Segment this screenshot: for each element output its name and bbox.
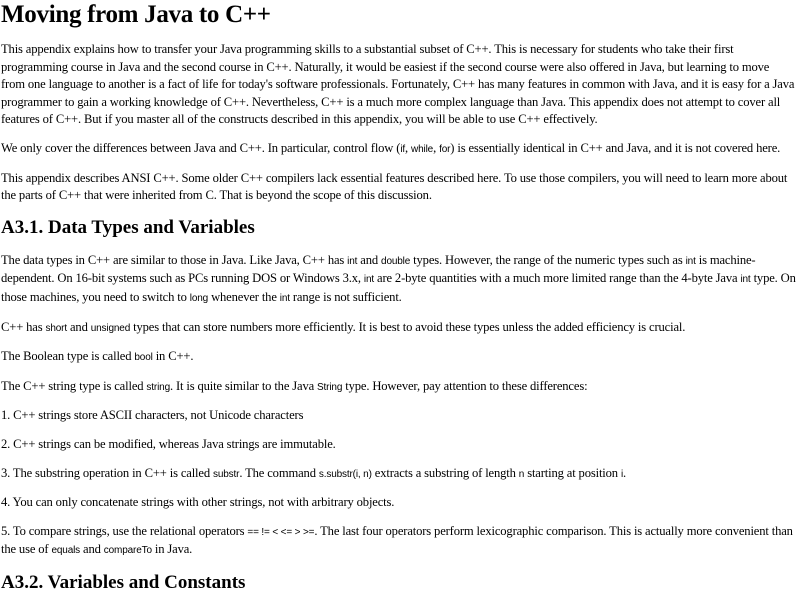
paragraph bbox=[1, 523, 796, 560]
paragraph bbox=[1, 252, 796, 308]
inline-code: n bbox=[518, 468, 525, 480]
paragraph bbox=[1, 494, 796, 512]
section-heading: A3.1. Data Types and Variables bbox=[1, 216, 255, 238]
text-run: . bbox=[623, 465, 627, 480]
inline-code: double bbox=[381, 255, 411, 267]
text-run: . The last four operators perform lexicographic comparison. This is actually more convenient than the use of bbox=[1, 523, 793, 557]
text-run: in C++. bbox=[152, 349, 194, 364]
text-run: The Boolean type is called bbox=[1, 349, 135, 364]
text-run: 3. The substring operation in C++ is called bbox=[1, 465, 213, 480]
text-run: range is not sufficient. bbox=[289, 289, 402, 304]
paragraph bbox=[1, 170, 796, 205]
text-run: C++ has bbox=[1, 319, 46, 334]
text-run: . The command bbox=[239, 465, 319, 480]
inline-code: int bbox=[740, 274, 751, 286]
inline-code: int bbox=[363, 274, 374, 286]
text-run: whenever the bbox=[208, 289, 280, 304]
text-run: This appendix explains how to transfer your Java programming skills to a substantial subset of C++. This is necessary for students who take their first programming course in Java and the second course in C++. Naturally, it would be easiest if the second course were also offered in Java, but learning to move from one language to another is a fact of life for today's software professionals. Fortunately, C++ has many features in common with Java, and it is easy for a Java programmer to gain a working knowledge of C++. Nevertheless, C++ is a much more complex language than Java. This appendix does not attempt to cover all features of C++. But if you master all of the constructs described in this appendix, you will be able to use C++ effectively. bbox=[1, 42, 795, 127]
paragraph bbox=[1, 41, 796, 129]
text-run: starting at position bbox=[524, 465, 621, 480]
inline-code: string bbox=[146, 381, 170, 393]
inline-code: int bbox=[279, 292, 290, 304]
inline-code: int bbox=[685, 255, 696, 267]
text-run: This appendix describes ANSI C++. Some older C++ compilers lack essential features described here. To use those compilers, you will need to learn more about the parts of C++ that were inherited from C. That is beyond the scope of this discussion. bbox=[1, 170, 788, 203]
text-run: ) is essentially identical in C++ and Java, and it is not covered here. bbox=[450, 140, 781, 155]
inline-code: == != < <= > >= bbox=[247, 526, 315, 538]
inline-code: short bbox=[45, 322, 67, 334]
inline-code: long bbox=[189, 292, 209, 304]
text-run: in Java. bbox=[151, 542, 193, 557]
document-body bbox=[1, 41, 796, 595]
section-heading: A3.2. Variables and Constants bbox=[1, 571, 246, 593]
paragraph bbox=[1, 348, 796, 367]
text-run: types that can store numbers more efficiently. It is best to avoid these types unless the added efficiency is crucial. bbox=[130, 319, 686, 334]
text-run: We only cover the differences between Java and C++. In particular, control flow ( bbox=[1, 140, 401, 155]
inline-code: s.substr(i, n) bbox=[318, 468, 372, 480]
text-run: is machine-dependent. On 16-bit systems such as PCs running DOS or Windows 3.x, bbox=[1, 252, 756, 286]
paragraph bbox=[1, 319, 796, 338]
inline-code: equals bbox=[51, 545, 81, 557]
inline-code: substr bbox=[213, 468, 240, 480]
inline-code: bool bbox=[134, 352, 153, 364]
paragraph bbox=[1, 140, 796, 159]
inline-code: while bbox=[411, 143, 434, 155]
text-run: type. However, pay attention to these differences: bbox=[342, 378, 588, 393]
text-run: and bbox=[80, 542, 104, 557]
inline-code: String bbox=[317, 381, 343, 393]
inline-code: int bbox=[347, 255, 358, 267]
inline-code: if bbox=[400, 143, 406, 155]
text-run: . It is quite similar to the Java bbox=[169, 378, 318, 393]
text-run: , bbox=[405, 140, 412, 155]
text-run: type. On those machines, you need to switch to bbox=[1, 271, 796, 304]
text-run: 2. C++ strings can be modified, whereas Java strings are immutable. bbox=[1, 436, 336, 451]
text-run: and bbox=[66, 319, 91, 334]
text-run: types. However, the range of the numeric types such as bbox=[410, 252, 686, 267]
inline-code: unsigned bbox=[90, 322, 131, 334]
text-run: 5. To compare strings, use the relational operators bbox=[1, 523, 248, 538]
inline-code: compareTo bbox=[103, 545, 152, 557]
text-run: and bbox=[357, 252, 382, 267]
paragraph bbox=[1, 407, 796, 425]
inline-code: for bbox=[439, 143, 451, 155]
text-run: 4. You can only concatenate strings with other strings, not with arbitrary objects. bbox=[1, 495, 395, 510]
inline-code: i bbox=[620, 468, 624, 480]
paragraph bbox=[1, 378, 796, 397]
text-run: 1. C++ strings store ASCII characters, not Unicode characters bbox=[1, 408, 304, 423]
paragraph bbox=[1, 436, 796, 454]
page-title: Moving from Java to C++ bbox=[1, 1, 271, 28]
text-run: The data types in C++ are similar to those in Java. Like Java, C++ has bbox=[1, 252, 348, 267]
text-run: The C++ string type is called bbox=[1, 378, 147, 393]
text-run: , bbox=[433, 140, 440, 155]
text-run: extracts a substring of length bbox=[371, 465, 519, 480]
paragraph bbox=[1, 465, 796, 484]
text-run: are 2-byte quantities with a much more limited range than the 4-byte Java bbox=[374, 271, 741, 286]
